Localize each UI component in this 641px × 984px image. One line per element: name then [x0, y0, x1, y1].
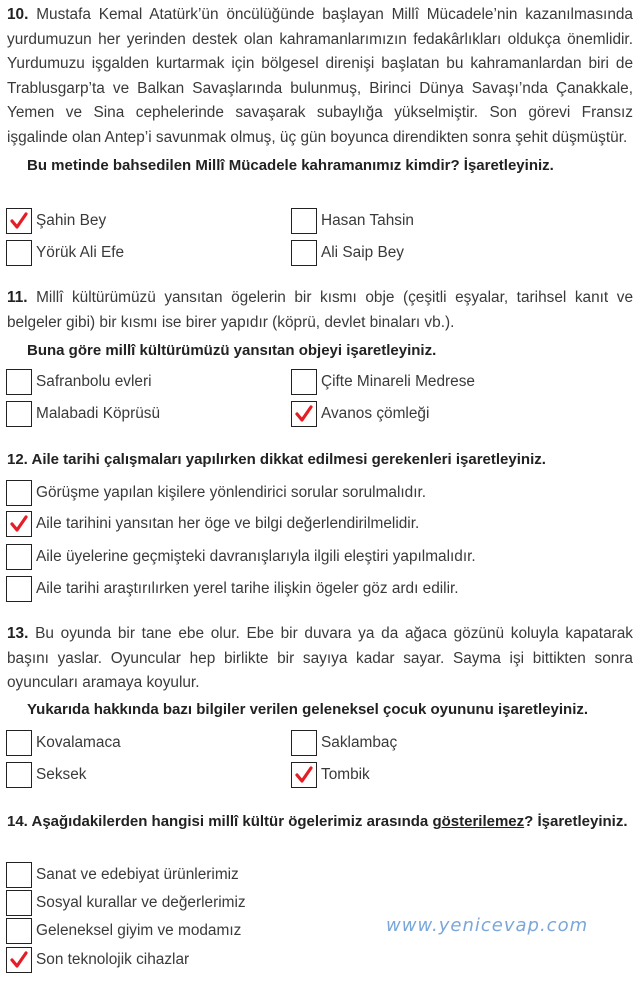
- question-12-instruction: 12. Aile tarihi çalışmaları yapılırken dikkat edilmesi gerekenleri işaretleyiniz.: [7, 451, 546, 468]
- option-label: Ali Saip Bey: [321, 244, 404, 261]
- option-label: Seksek: [36, 766, 87, 783]
- option-4[interactable]: [6, 575, 459, 603]
- option-label: Aile tarihini yansıtan her öge ve bilgi değerlendirilmelidir.: [36, 515, 420, 532]
- question-10: [0, 3, 641, 178]
- question-number: 14.: [7, 813, 28, 830]
- option-label: Kovalamaca: [36, 734, 121, 751]
- checkbox[interactable]: [6, 862, 32, 888]
- option-label: Safranbolu evleri: [36, 373, 152, 390]
- checkmark-icon: [9, 514, 29, 534]
- underlined-word: gösterilemez: [432, 813, 525, 830]
- option-cifte-minareli-medrese[interactable]: [291, 368, 475, 396]
- option-sahin-bey[interactable]: [6, 207, 106, 235]
- checkmark-icon: [294, 765, 314, 785]
- option-3[interactable]: [6, 917, 241, 945]
- checkbox[interactable]: [6, 511, 32, 537]
- question-13: [0, 622, 641, 722]
- option-ali-saip-bey[interactable]: [291, 239, 404, 267]
- checkbox[interactable]: [291, 730, 317, 756]
- checkbox[interactable]: [6, 918, 32, 944]
- checkbox[interactable]: [6, 576, 32, 602]
- checkbox[interactable]: [6, 240, 32, 266]
- checkmark-icon: [9, 211, 29, 231]
- option-2[interactable]: [6, 510, 419, 538]
- option-yoruk-ali-efe[interactable]: [6, 239, 124, 267]
- checkbox[interactable]: [6, 762, 32, 788]
- option-label: Aile üyelerine geçmişteki davranışlarıyla ilgili eleştiri yapılmalıdır.: [36, 548, 476, 565]
- option-label: Tombik: [321, 766, 370, 783]
- question-11: [0, 286, 641, 363]
- option-label: Şahin Bey: [36, 212, 107, 229]
- option-label: Çifte Minareli Medrese: [321, 373, 475, 390]
- option-label: Sosyal kurallar ve değerlerimiz: [36, 894, 246, 911]
- question-10-text: 10. Mustafa Kemal Atatürk’ün öncülüğünde başlayan Millî Mücadele’nin kazanılmasında yurdumuzun her yerinden destek olan kahramanlarımızın fedakârlıkları oldukça önemlidir. Yurdumuzu işgalden kurtarmak için bölgesel direnişi başlatan bu kahramanlardan biri de Trablusgarp’ta ve Balkan Savaşlarında bulunmuş, Birinci Dünya Savaşı’nda Çanakkale, Yemen ve Sina cephelerinde savaşarak subaylığa yükselmiştir. Son görevi Fransız işgalinde olan Antep’i savunmak olmuş, üç gün boyunca direndikten sonra şehit düşmüştür.: [7, 6, 633, 146]
- option-tombik[interactable]: [291, 761, 370, 789]
- question-14: [0, 810, 641, 834]
- option-2[interactable]: [6, 889, 246, 917]
- question-10-instruction: Bu metinde bahsedilen Millî Mücadele kahramanımız kimdir? İşaretleyiniz.: [27, 157, 554, 174]
- checkbox[interactable]: [6, 890, 32, 916]
- option-malabadi-koprusu[interactable]: [6, 400, 160, 428]
- option-1[interactable]: [6, 861, 239, 889]
- option-safranbolu-evleri[interactable]: [6, 368, 152, 396]
- option-4[interactable]: [6, 946, 189, 974]
- checkbox[interactable]: [6, 369, 32, 395]
- question-number: 11.: [7, 289, 28, 306]
- option-label: Hasan Tahsin: [321, 212, 414, 229]
- question-11-instruction: Buna göre millî kültürümüzü yansıtan objeyi işaretleyiniz.: [27, 342, 437, 359]
- question-number: 10.: [7, 6, 29, 23]
- checkbox[interactable]: [6, 544, 32, 570]
- option-label: Son teknolojik cihazlar: [36, 951, 190, 968]
- question-14-instruction: 14. Aşağıdakilerden hangisi millî kültür ögelerimiz arasında gösterilemez? İşaretleyiniz.: [7, 813, 628, 830]
- checkbox[interactable]: [291, 762, 317, 788]
- question-13-instruction: Yukarıda hakkında bazı bilgiler verilen geleneksel çocuk oyununu işaretleyiniz.: [27, 700, 589, 718]
- checkbox[interactable]: [6, 730, 32, 756]
- checkbox[interactable]: [291, 240, 317, 266]
- checkbox[interactable]: [6, 480, 32, 506]
- option-hasan-tahsin[interactable]: [291, 207, 414, 235]
- checkbox[interactable]: [6, 947, 32, 973]
- question-number: 12.: [7, 451, 28, 468]
- checkmark-icon: [294, 404, 314, 424]
- checkbox[interactable]: [6, 208, 32, 234]
- option-kovalamaca[interactable]: [6, 729, 121, 757]
- option-label: Geleneksel giyim ve modamız: [36, 922, 242, 939]
- question-13-text: 13. Bu oyunda bir tane ebe olur. Ebe bir duvara ya da ağaca gözünü koluyla kapatarak başını yaslar. Oyuncular hep birlikte bir sayıya kadar sayar. Sayma işi bittikten sonra oyuncuları aramaya koyulur.: [7, 625, 634, 691]
- checkbox[interactable]: [6, 401, 32, 427]
- question-11-text: 11. Millî kültürümüzü yansıtan ögelerin bir kısmı obje (çeşitli eşyalar, tarihsel kanıt ve belgeler gibi) bir kısmı ise birer yapıdır (köprü, devlet binaları vb.).: [7, 289, 633, 331]
- option-label: Malabadi Köprüsü: [36, 405, 161, 422]
- checkbox[interactable]: [291, 208, 317, 234]
- option-label: Aile tarihi araştırılırken yerel tarihe ilişkin ögeler göz ardı edilir.: [36, 580, 459, 597]
- option-label: Sanat ve edebiyat ürünlerimiz: [36, 866, 239, 883]
- option-avanos-comlegi[interactable]: [291, 400, 429, 428]
- question-12: [0, 448, 641, 472]
- option-seksek[interactable]: [6, 761, 86, 789]
- checkbox[interactable]: [291, 369, 317, 395]
- option-label: Yörük Ali Efe: [36, 244, 125, 261]
- option-label: Saklambaç: [321, 734, 398, 751]
- checkbox[interactable]: [291, 401, 317, 427]
- option-saklambac[interactable]: [291, 729, 397, 757]
- option-1[interactable]: [6, 479, 426, 507]
- checkmark-icon: [9, 950, 29, 970]
- option-label: Avanos çömleği: [321, 405, 430, 422]
- option-label: Görüşme yapılan kişilere yönlendirici sorular sorulmalıdır.: [36, 484, 427, 501]
- option-3[interactable]: [6, 543, 476, 571]
- question-number: 13.: [7, 625, 29, 642]
- watermark: www.yenicevap.com: [386, 915, 589, 936]
